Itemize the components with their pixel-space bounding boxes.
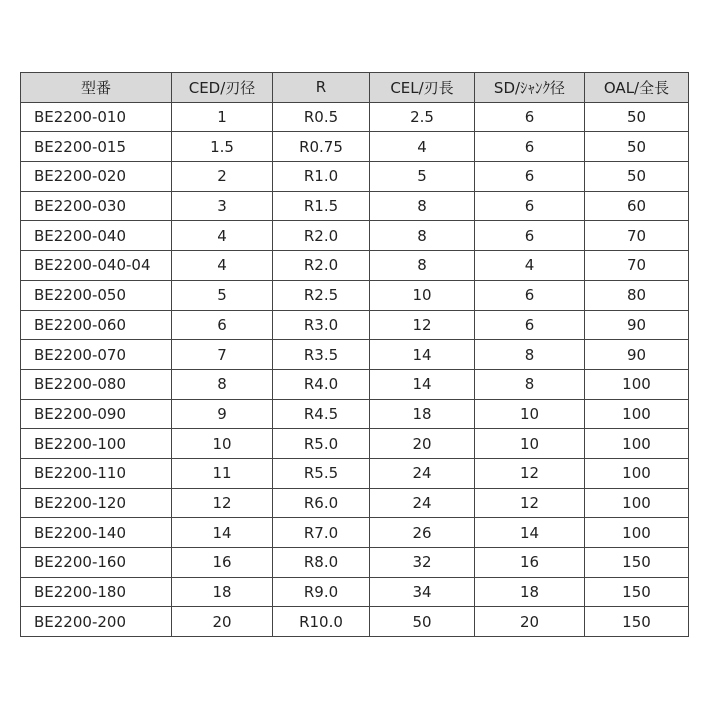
cell-radius: R5.0 xyxy=(273,429,370,459)
cell-model-number: BE2200-160 xyxy=(21,548,172,578)
cell-cutting-diameter: 4 xyxy=(172,221,273,251)
cell-cutting-length: 18 xyxy=(370,399,475,429)
cell-radius: R9.0 xyxy=(273,577,370,607)
table-row xyxy=(21,607,689,637)
cell-radius: R8.0 xyxy=(273,548,370,578)
cell-radius: R3.0 xyxy=(273,310,370,340)
cell-model-number: BE2200-040 xyxy=(21,221,172,251)
cell-model-number: BE2200-090 xyxy=(21,399,172,429)
cell-overall-length: 50 xyxy=(585,132,689,162)
cell-cutting-diameter: 7 xyxy=(172,340,273,370)
cell-model-number: BE2200-200 xyxy=(21,607,172,637)
table-row xyxy=(21,399,689,429)
cell-overall-length: 60 xyxy=(585,191,689,221)
cell-shank-diameter: 10 xyxy=(475,399,585,429)
cell-overall-length: 150 xyxy=(585,577,689,607)
cell-model-number: BE2200-070 xyxy=(21,340,172,370)
cell-overall-length: 50 xyxy=(585,102,689,132)
cell-cutting-diameter: 16 xyxy=(172,548,273,578)
cell-cutting-length: 26 xyxy=(370,518,475,548)
cell-model-number: BE2200-020 xyxy=(21,162,172,192)
header-overall-length: OAL/全長 xyxy=(585,73,689,103)
cell-overall-length: 90 xyxy=(585,340,689,370)
cell-shank-diameter: 12 xyxy=(475,488,585,518)
cell-overall-length: 100 xyxy=(585,369,689,399)
cell-cutting-length: 24 xyxy=(370,488,475,518)
table-row xyxy=(21,102,689,132)
cell-model-number: BE2200-100 xyxy=(21,429,172,459)
cell-radius: R3.5 xyxy=(273,340,370,370)
header-shank-diameter: SD/ｼｬﾝｸ径 xyxy=(475,73,585,103)
cell-shank-diameter: 6 xyxy=(475,280,585,310)
table-row xyxy=(21,429,689,459)
cell-cutting-diameter: 4 xyxy=(172,251,273,281)
cell-shank-diameter: 18 xyxy=(475,577,585,607)
cell-radius: R2.0 xyxy=(273,251,370,281)
table-row xyxy=(21,458,689,488)
cell-cutting-diameter: 12 xyxy=(172,488,273,518)
cell-model-number: BE2200-040-04 xyxy=(21,251,172,281)
cell-cutting-diameter: 6 xyxy=(172,310,273,340)
cell-radius: R10.0 xyxy=(273,607,370,637)
cell-cutting-diameter: 1.5 xyxy=(172,132,273,162)
cell-cutting-diameter: 5 xyxy=(172,280,273,310)
table-row xyxy=(21,488,689,518)
table-header xyxy=(21,73,689,103)
cell-overall-length: 100 xyxy=(585,488,689,518)
cell-shank-diameter: 6 xyxy=(475,132,585,162)
cell-radius: R2.0 xyxy=(273,221,370,251)
header-row xyxy=(21,73,689,103)
cell-shank-diameter: 4 xyxy=(475,251,585,281)
cell-model-number: BE2200-110 xyxy=(21,458,172,488)
cell-cutting-diameter: 2 xyxy=(172,162,273,192)
cell-overall-length: 100 xyxy=(585,458,689,488)
cell-model-number: BE2200-015 xyxy=(21,132,172,162)
cell-cutting-diameter: 14 xyxy=(172,518,273,548)
table-row xyxy=(21,251,689,281)
cell-cutting-diameter: 18 xyxy=(172,577,273,607)
cell-radius: R0.75 xyxy=(273,132,370,162)
table-row xyxy=(21,548,689,578)
cell-shank-diameter: 12 xyxy=(475,458,585,488)
table-row xyxy=(21,518,689,548)
cell-model-number: BE2200-180 xyxy=(21,577,172,607)
cell-cutting-length: 34 xyxy=(370,577,475,607)
cell-model-number: BE2200-140 xyxy=(21,518,172,548)
cell-cutting-length: 50 xyxy=(370,607,475,637)
cell-cutting-diameter: 3 xyxy=(172,191,273,221)
cell-overall-length: 90 xyxy=(585,310,689,340)
cell-shank-diameter: 6 xyxy=(475,221,585,251)
table-row xyxy=(21,340,689,370)
cell-cutting-length: 24 xyxy=(370,458,475,488)
cell-shank-diameter: 16 xyxy=(475,548,585,578)
cell-cutting-diameter: 20 xyxy=(172,607,273,637)
cell-overall-length: 80 xyxy=(585,280,689,310)
cell-model-number: BE2200-060 xyxy=(21,310,172,340)
header-cutting-diameter: CED/刃径 xyxy=(172,73,273,103)
header-model-number: 型番 xyxy=(21,73,172,103)
cell-radius: R1.0 xyxy=(273,162,370,192)
cell-cutting-length: 12 xyxy=(370,310,475,340)
table-row xyxy=(21,280,689,310)
cell-overall-length: 70 xyxy=(585,251,689,281)
cell-model-number: BE2200-080 xyxy=(21,369,172,399)
cell-overall-length: 70 xyxy=(585,221,689,251)
cell-shank-diameter: 6 xyxy=(475,102,585,132)
header-cutting-length: CEL/刃長 xyxy=(370,73,475,103)
cell-radius: R1.5 xyxy=(273,191,370,221)
cell-cutting-length: 32 xyxy=(370,548,475,578)
cell-radius: R5.5 xyxy=(273,458,370,488)
table-row xyxy=(21,191,689,221)
cell-shank-diameter: 6 xyxy=(475,191,585,221)
cell-radius: R0.5 xyxy=(273,102,370,132)
cell-cutting-length: 8 xyxy=(370,221,475,251)
cell-model-number: BE2200-120 xyxy=(21,488,172,518)
table-body xyxy=(21,102,689,636)
spec-table xyxy=(20,72,689,637)
cell-shank-diameter: 20 xyxy=(475,607,585,637)
cell-cutting-diameter: 11 xyxy=(172,458,273,488)
cell-radius: R2.5 xyxy=(273,280,370,310)
cell-overall-length: 100 xyxy=(585,399,689,429)
table-row xyxy=(21,310,689,340)
cell-overall-length: 100 xyxy=(585,518,689,548)
cell-model-number: BE2200-050 xyxy=(21,280,172,310)
cell-shank-diameter: 10 xyxy=(475,429,585,459)
cell-cutting-diameter: 10 xyxy=(172,429,273,459)
cell-cutting-length: 5 xyxy=(370,162,475,192)
cell-cutting-diameter: 9 xyxy=(172,399,273,429)
table-row xyxy=(21,221,689,251)
cell-shank-diameter: 6 xyxy=(475,162,585,192)
cell-cutting-length: 2.5 xyxy=(370,102,475,132)
cell-cutting-length: 14 xyxy=(370,369,475,399)
cell-overall-length: 150 xyxy=(585,607,689,637)
cell-radius: R4.5 xyxy=(273,399,370,429)
cell-radius: R6.0 xyxy=(273,488,370,518)
cell-cutting-length: 14 xyxy=(370,340,475,370)
table-row xyxy=(21,132,689,162)
cell-shank-diameter: 8 xyxy=(475,340,585,370)
table-row xyxy=(21,162,689,192)
table-row xyxy=(21,577,689,607)
cell-cutting-diameter: 1 xyxy=(172,102,273,132)
spec-table-container xyxy=(20,72,689,637)
cell-radius: R7.0 xyxy=(273,518,370,548)
cell-model-number: BE2200-030 xyxy=(21,191,172,221)
cell-cutting-diameter: 8 xyxy=(172,369,273,399)
table-row xyxy=(21,369,689,399)
cell-cutting-length: 4 xyxy=(370,132,475,162)
cell-shank-diameter: 8 xyxy=(475,369,585,399)
cell-radius: R4.0 xyxy=(273,369,370,399)
header-radius: R xyxy=(273,73,370,103)
cell-overall-length: 150 xyxy=(585,548,689,578)
cell-overall-length: 50 xyxy=(585,162,689,192)
cell-overall-length: 100 xyxy=(585,429,689,459)
cell-shank-diameter: 6 xyxy=(475,310,585,340)
cell-cutting-length: 8 xyxy=(370,191,475,221)
cell-cutting-length: 8 xyxy=(370,251,475,281)
cell-shank-diameter: 14 xyxy=(475,518,585,548)
cell-cutting-length: 10 xyxy=(370,280,475,310)
cell-model-number: BE2200-010 xyxy=(21,102,172,132)
cell-cutting-length: 20 xyxy=(370,429,475,459)
